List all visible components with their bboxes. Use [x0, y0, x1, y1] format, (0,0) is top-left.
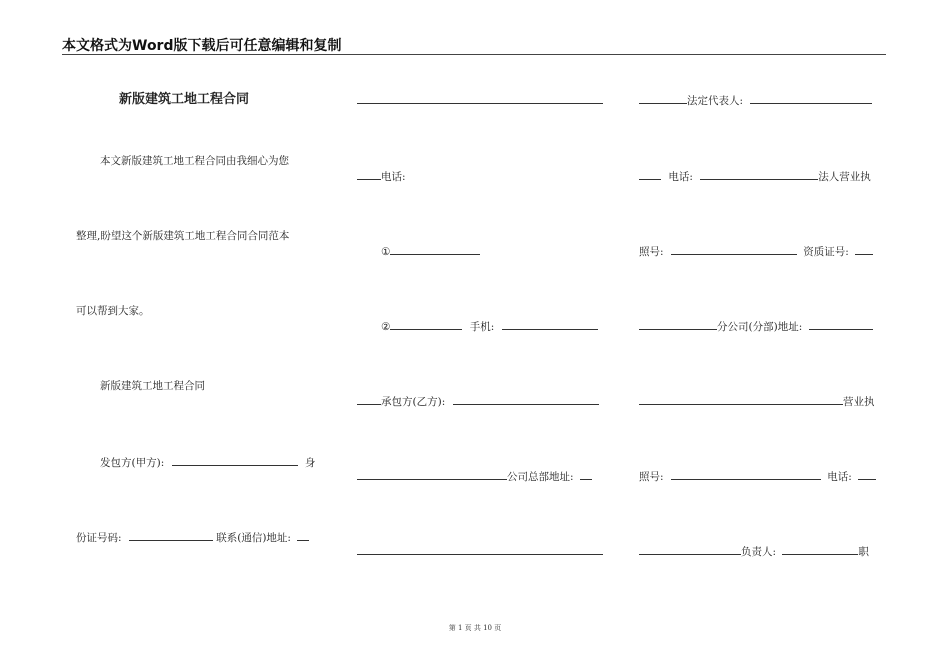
header-rule — [62, 54, 886, 55]
col3-phone-prefix-field[interactable] — [639, 168, 661, 180]
branch-address-line — [639, 318, 873, 334]
intro-line-2: 整理,盼望这个新版建筑工地工程合同合同范本 — [76, 230, 290, 242]
person-in-charge-line — [639, 543, 869, 559]
legal-rep-field[interactable] — [750, 92, 872, 104]
business-license-label: 营业执 — [843, 396, 875, 408]
col3-phone-label-2: 电话: — [827, 471, 852, 483]
party-a-line — [100, 454, 315, 470]
id-contact-line — [76, 529, 309, 545]
party-a-field[interactable] — [172, 454, 298, 466]
page-number: 第 1 页 共 10 页 — [448, 624, 502, 632]
license-no-line — [639, 243, 873, 259]
hq-prefix-field[interactable] — [357, 468, 507, 480]
col3-phone-line — [639, 168, 871, 184]
business-license-line — [639, 393, 875, 409]
intro-line-1: 本文新版建筑工地工程合同由我细心为您 — [100, 155, 289, 167]
id-field[interactable] — [129, 529, 213, 541]
person-in-charge-field[interactable] — [782, 543, 858, 555]
document-header: 本文格式为Word版下载后可任意编辑和复制 — [62, 38, 342, 54]
party-a-label: 发包方(甲方): — [100, 457, 165, 469]
mobile-label: 手机: — [469, 321, 495, 333]
mobile-field[interactable] — [502, 318, 598, 330]
section-heading: 新版建筑工地工程合同 — [100, 380, 205, 392]
col3-phone-field-2[interactable] — [858, 468, 876, 480]
blank-field-top[interactable] — [357, 92, 603, 104]
license-label: 法人营业执 — [818, 171, 871, 183]
col3-phone-field[interactable] — [700, 168, 818, 180]
hq-address-line — [357, 468, 592, 484]
item-1-field[interactable] — [390, 243, 480, 255]
hq-address-field[interactable] — [580, 468, 592, 480]
business-license-prefix-field[interactable] — [639, 393, 843, 405]
item-1-marker: ① — [381, 246, 391, 258]
item-1-line — [381, 243, 480, 259]
branch-prefix-field[interactable] — [639, 318, 717, 330]
license-no-line-2 — [639, 468, 876, 484]
branch-address-label: 分公司(分部)地址: — [717, 321, 803, 333]
blank-line-top — [357, 92, 603, 108]
license-no-label-2: 照号: — [639, 471, 664, 483]
person-in-charge-label: 负责人: — [741, 546, 777, 558]
legal-rep-label: 法定代表人: — [687, 95, 744, 107]
col2-phone-prefix-field[interactable] — [357, 168, 381, 180]
qualification-label: 资质证号: — [803, 246, 849, 258]
license-no-label: 照号: — [639, 246, 664, 258]
party-a-tail: 身 — [304, 457, 316, 469]
license-no-field-2[interactable] — [671, 468, 821, 480]
item-2-line — [381, 318, 598, 334]
contact-label: 联系(通信)地址: — [216, 532, 291, 544]
hq-address-label: 公司总部地址: — [507, 471, 574, 483]
party-b-prefix-field[interactable] — [357, 393, 381, 405]
position-label: 职 — [858, 546, 869, 558]
party-b-field[interactable] — [453, 393, 599, 405]
legal-rep-prefix-field[interactable] — [639, 92, 687, 104]
license-no-field[interactable] — [671, 243, 797, 255]
legal-rep-line — [639, 92, 872, 108]
col2-phone-line — [357, 168, 406, 184]
branch-address-field[interactable] — [809, 318, 873, 330]
item-2-field[interactable] — [390, 318, 462, 330]
item-2-marker: ② — [381, 321, 391, 333]
party-b-line — [357, 393, 599, 409]
person-prefix-field[interactable] — [639, 543, 741, 555]
id-label: 份证号码: — [76, 532, 122, 544]
blank-line-bottom — [357, 543, 603, 559]
col2-phone-label: 电话: — [381, 171, 406, 183]
contact-field[interactable] — [297, 529, 309, 541]
qualification-field[interactable] — [855, 243, 873, 255]
col3-phone-label: 电话: — [668, 171, 693, 183]
party-b-label: 承包方(乙方): — [381, 396, 446, 408]
blank-field-bottom[interactable] — [357, 543, 603, 555]
contract-title: 新版建筑工地工程合同 — [119, 92, 250, 107]
intro-line-3: 可以帮到大家。 — [76, 305, 150, 317]
